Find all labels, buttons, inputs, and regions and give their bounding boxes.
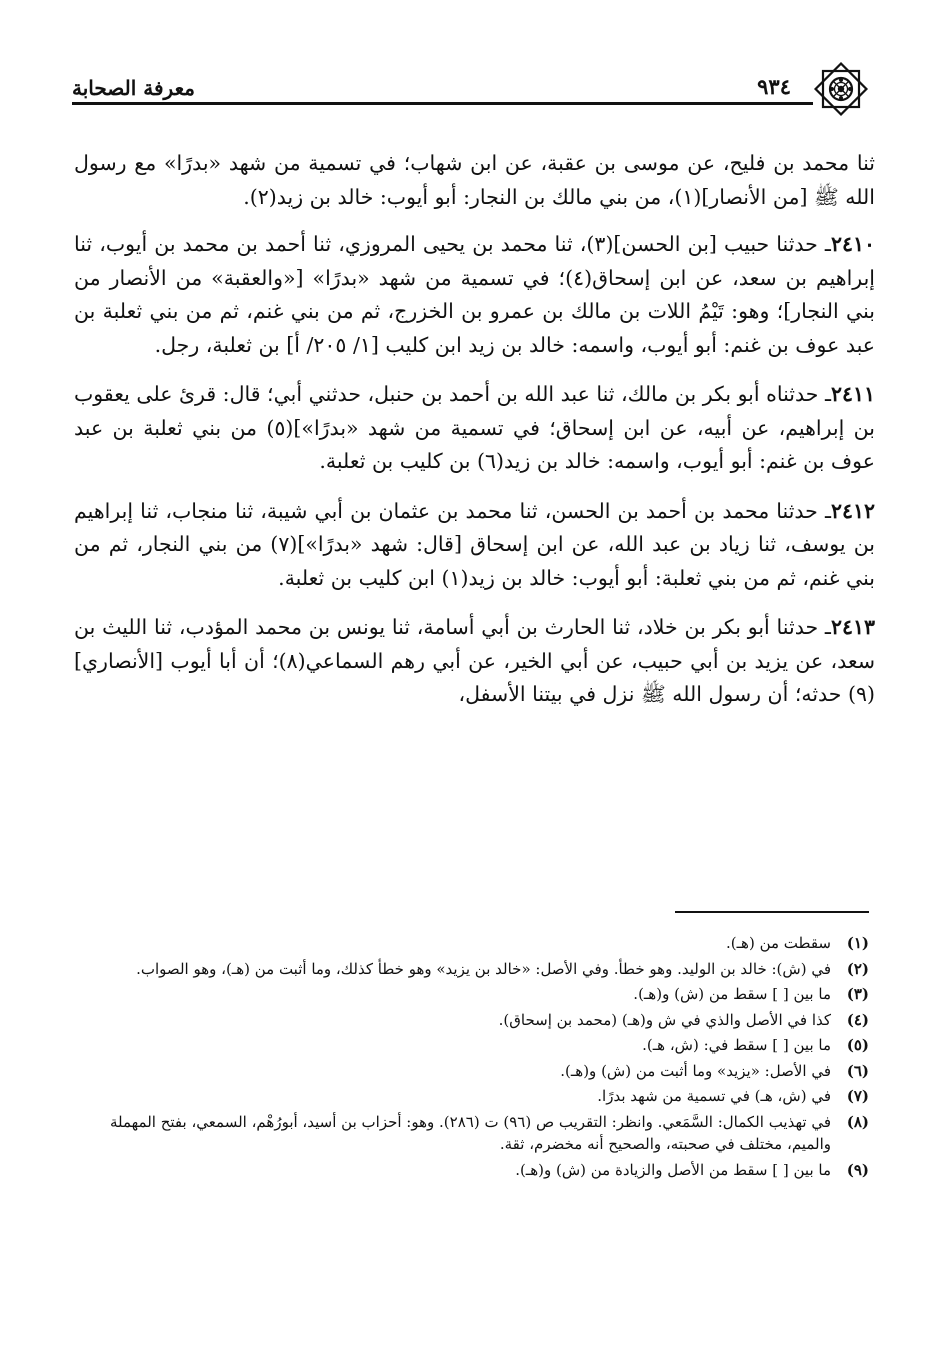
footnote-text: في الأصل: «يزيد» وما أثبت من (ش) و(هـ).: [560, 1061, 831, 1080]
main-text: [74, 147, 875, 728]
paragraph: [74, 495, 875, 596]
paragraph-text: ـ حدثنا محمد بن أحمد بن الحسن، ثنا محمد بن عثمان بن أبي شيبة، ثنا منجاب، ثنا إبراهيم بن يوسف، ثنا زياد بن عبد الله، عن ابن إسحاق [قال: شهد «بدرًا»](٧) من بني النجار، ثم من بني غنم، ثم من بني ثعلبة: أبو أيوب: خالد بن زيد(١) ابن كليب بن ثعلبة.: [74, 498, 876, 590]
footnote-number: (٤): [846, 1010, 869, 1029]
paragraph: [74, 378, 875, 479]
footnote-text: كذا في الأصل والذي في ش و(هـ) (محمد بن إسحاق).: [498, 1010, 831, 1029]
hadith-number: ٢٤١٠: [830, 232, 875, 256]
running-title: معرفة الصحابة: [72, 76, 195, 100]
footnote-text: ما بين [ ] سقط من الأصل والزيادة من (ش) و(هـ).: [515, 1160, 831, 1179]
footnote-text: ما بين [ ] سقط في: (ش، هـ).: [642, 1036, 831, 1054]
page-number: ٩٣٤: [757, 74, 791, 99]
footnote-text: في (ش): خالد بن الوليد. وهو خطأ. وفي الأصل: «خالد بن يزيد» وهو خطأ كذلك، وما أثبت من (هـ)، وهو الصواب.: [136, 959, 831, 978]
paragraph-text: ـ حدثنا أبو بكر بن خلاد، ثنا الحارث بن أبي أسامة، ثنا يونس بن محمد المؤدب، ثنا الليث بن سعد، عن يزيد بن أبي حبيب، عن أبي الخير، عن أبي رهم السماعي(٨)؛ أن أبا أيوب [الأنصاري](٩) حدثه؛ أن رسول الله ﷺ نزل في بيتنا الأسفل،: [74, 615, 876, 706]
hadith-number: ٢٤١١: [830, 382, 875, 406]
footnote-separator: [675, 911, 869, 913]
paragraph: [74, 147, 875, 214]
paragraph: [74, 228, 875, 362]
footnote-number: (١): [846, 934, 869, 952]
header-rule: [72, 102, 813, 105]
footnote-number: (٣): [846, 985, 869, 1003]
footnote-number: (٥): [846, 1036, 869, 1054]
footnote-text: سقطت من (هـ).: [726, 934, 831, 952]
footnote-text: في (ش، هـ) في تسمية من شهد بدرًا.: [597, 1087, 831, 1105]
footnote: [74, 1034, 869, 1057]
footnote-text: ما بين [ ] سقط من (ش) و(هـ).: [633, 985, 831, 1003]
paragraph-text: ثنا محمد بن فليح، عن موسى بن عقبة، عن ابن شهاب؛ في تسمية من شهد «بدرًا» مع رسول الله ﷺ [من الأنصار](١)، من بني مالك بن النجار: أبو أيوب: خالد بن زيد(٢).: [74, 151, 875, 209]
hadith-number: ٢٤١٢: [830, 498, 875, 523]
footnote-number: (٧): [846, 1087, 869, 1105]
ornament-star-icon: [809, 62, 873, 116]
footnote-number: (٨): [846, 1112, 869, 1131]
footnote: [74, 1085, 869, 1108]
hadith-number: ٢٤١٣: [830, 615, 875, 639]
footnote-number: (٦): [846, 1061, 869, 1080]
footnote-number: (٩): [846, 1160, 869, 1179]
paragraph: [74, 611, 875, 712]
footnote: [74, 932, 869, 955]
footnote: [74, 1111, 869, 1156]
footnote: [74, 1060, 869, 1083]
footnote-number: (٢): [846, 959, 869, 978]
footnote-text: في تهذيب الكمال: السَّمَعي. وانظر: التقريب ص (٩٦) ت (٢٨٦). وهو: أحزاب بن أسيد، أبورُهْم، السمعي، بفتح المهملة والميم، مختلف في صحبته، والصحيح أنه مخضرم، ثقة.: [109, 1112, 831, 1153]
page-header: [72, 62, 875, 108]
footnotes: [74, 932, 869, 1184]
paragraph-text: ـ حدثناه أبو بكر بن مالك، ثنا عبد الله بن أحمد بن حنبل، حدثني أبي؛ قال: قرئ على يعقوب بن إبراهيم، عن أبيه، عن ابن إسحاق؛ في تسمية من شهد «بدرًا»](٥) من بني ثعلبة بن عبد عوف بن غنم: أبو أيوب، واسمه: خالد بن زيد(٦) بن كليب بن ثعلبة.: [74, 382, 875, 473]
footnote: [74, 983, 869, 1006]
footnote: [74, 958, 869, 981]
footnote: [74, 1009, 869, 1032]
paragraph-text: ـ حدثنا حبيب [بن الحسن](٣)، ثنا محمد بن يحيى المروزي، ثنا أحمد بن محمد بن أيوب، ثنا إبراهيم بن سعد، عن ابن إسحاق(٤)؛ في تسمية من شهد «بدرًا» [«والعقبة» من الأنصار من بني النجار]؛ وهو: تَيْمُ اللات بن مالك بن عمرو بن الخزرج، ثم من بني غنم، ثم من بني ثعلبة بن عبد عوف بن غنم: أبو أيوب، واسمه: خالد بن زيد ابن كليب [١/ ٢٠٥/ أ] بن ثعلبة، رجل.: [74, 232, 875, 357]
footnote: [74, 1159, 869, 1182]
